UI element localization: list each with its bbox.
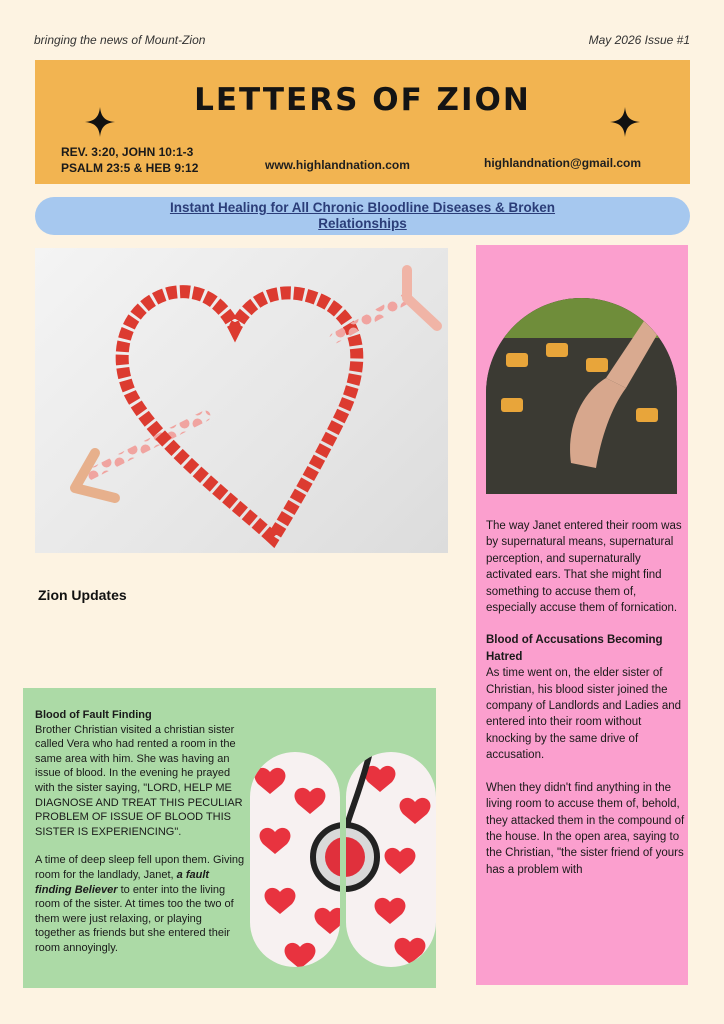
scripture-references [61, 144, 198, 176]
email-link[interactable]: highlandnation@gmail.com [484, 156, 642, 170]
para2-start: A time of deep sleep fell upon them. Giving room for the landlady, Janet, [35, 854, 245, 881]
pink-article-text [486, 518, 686, 894]
pill-bottles-image [486, 298, 677, 494]
green-article [23, 688, 436, 988]
scripture-line-2: PSALM 23:5 & HEB 9:12 [61, 161, 199, 175]
sparkle-star-icon [610, 107, 640, 137]
newsletter-title: LETTERS OF ZION [194, 82, 531, 118]
green-article-heading: Blood of Fault Finding [35, 709, 152, 721]
green-article-paragraph-1: Brother Christian visited a christian sister called Vera who had rented a room in the same area with him. She was having an issue of blood. In the evening he prayed with the sister saying, "LORD, HELP ME DIAGNOSE AND TREAT THIS PECULIAR PROBLEM OF ISSUE OF BLOOD THIS SISTER IS EXPERIENCING". [35, 723, 243, 838]
heart-stones-photo [35, 248, 448, 553]
headline-link[interactable]: Instant Healing for All Chronic Bloodline Diseases & Broken Relationships [169, 200, 556, 231]
scripture-line-1: REV. 3:20, JOHN 10:1-3 [61, 145, 194, 159]
para2-end: to enter into the living room of the sister. At times too the two of them were just relaxing, or playing together as friends but she entered their room annoyingly. [35, 883, 234, 954]
section-title: Zion Updates [38, 587, 127, 603]
masthead [35, 60, 690, 184]
pink-article-heading: Blood of Accusations Becoming Hatred [486, 634, 663, 663]
pink-article [476, 245, 688, 985]
headline-banner [35, 197, 690, 235]
pink-article-paragraph-3: When they didn't find anything in the living room to accuse them of, behold, they attacked them in the compound of the house. In the open area, saying to the Christian, "the sister friend of yours has a problem with [486, 781, 685, 876]
para2-emphasis: a fault finding Believer [35, 868, 210, 896]
issue-label: May 2026 Issue #1 [588, 33, 690, 47]
stethoscope-hearts-photo [250, 752, 436, 967]
sparkle-star-icon [85, 107, 115, 137]
green-article-text [35, 708, 245, 970]
tagline: bringing the news of Mount-Zion [34, 33, 206, 47]
green-article-paragraph-2 [35, 853, 245, 955]
pink-article-paragraph-1: The way Janet entered their room was by supernatural means, supernatural perception, and supernaturally activated ears. That she might find something to accuse them of, especially accuse them of fornication. [486, 520, 682, 615]
pink-article-paragraph-2: As time went on, the elder sister of Christian, his blood sister joined the company of Landlords and Ladies and entered into their room without knocking by the same drive of accusation. [486, 667, 682, 762]
website-link[interactable]: www.highlandnation.com [265, 158, 410, 172]
hand-pill-bottles-photo [486, 298, 677, 494]
heart-arrow-image [35, 248, 448, 553]
